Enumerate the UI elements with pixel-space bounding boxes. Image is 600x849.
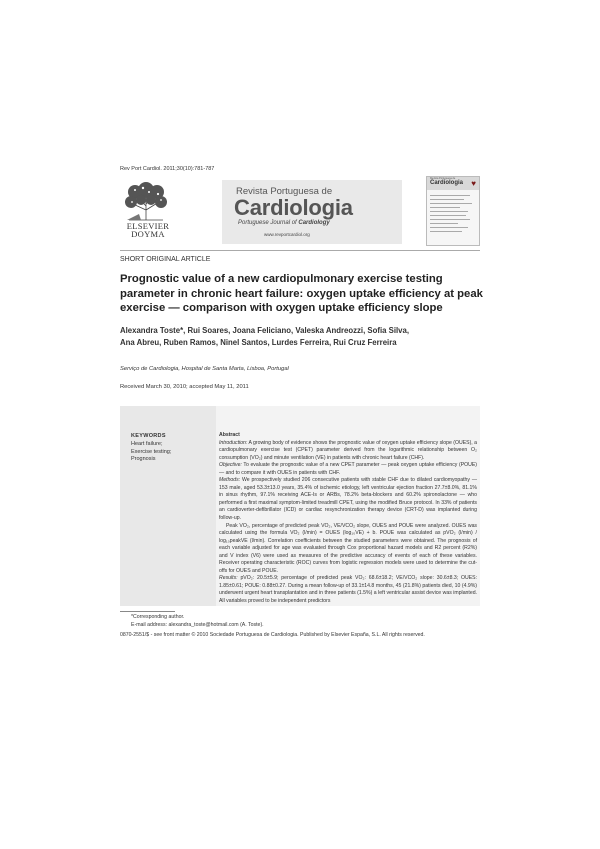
abstract-methods — [219, 477, 477, 522]
journal-name-pt: Revista Portuguesa de — [236, 186, 333, 197]
cover-text-line — [430, 219, 470, 220]
cover-text-line — [430, 231, 462, 232]
cover-text-line — [430, 195, 470, 196]
keywords-box — [120, 406, 216, 606]
keyword-item: Exercise testing; — [131, 448, 172, 455]
journal-name-en-prefix: Portuguese Journal of — [238, 220, 297, 226]
keywords-heading: KEYWORDS — [131, 433, 166, 439]
copyright-line: 0870-2551/$ - see front matter © 2010 Sociedade Portuguesa de Cardiologia. Published by Elsevier España, S.L. All rights reserved. — [120, 632, 425, 638]
methods-text: We prospectively studied 206 consecutive patients with stable CHF due to dilated cardiomyopathy — 153 male, aged 53.3±13.0 years, 35.4% of ischemic etiology, left ventricular ejection fraction 27.7±8.0%, 81.1% in sinus rhythm, 97.1% receiving ACE-Is or ARBs, 78.2% beta-blockers and 60.2% spironolactone — who performed a first maximal symptom-limited treadmill CPET, using the modified Bruce protocol. In 33% of patients an cardioverter-defibrillator (ICD) or cardiac resynchronization therapy device (CRT-D) was implanted during follow-up. — [219, 477, 477, 522]
corresponding-author-note: *Corresponding author. — [131, 614, 185, 620]
results-text: pVO₂: 20.5±5.9; percentage of predicted peak VO₂: 68.6±18.2; VE/VCO₂ slope: 30.6±8.3; OUES: 1.85±0.61; POUE: 0.88±0.27. During a mean follow-up of 33.1±14.8 months, 45 (21.8%) patients died, 10 (4.9%) underwent urgent heart transplantation and in three patients (1.5%) a left ventricular assist device was implanted. All variables proved to be independent predictors — [219, 575, 477, 605]
cover-text-line — [430, 207, 460, 208]
article-section-label: SHORT ORIGINAL ARTICLE — [120, 256, 211, 263]
intro-text: A growing body of evidence shows the prognostic value of oxygen uptake efficiency slope (OUES), a cardiopulmonary exercise test (CPET) parameter derived from the logarithmic relationship between O₂ consumption (VO₂) and minute ventilation (VE) in patients with chronic heart failure (CHF). — [219, 439, 477, 461]
publisher-name-line2: DOYMA — [131, 229, 165, 239]
authors-line-1: Alexandra Toste*, Rui Soares, Joana Feliciano, Valeska Andreozzi, Sofia Silva, — [120, 326, 410, 335]
cover-text-line — [430, 227, 468, 228]
cover-text-line — [430, 203, 472, 204]
journal-name-en — [238, 220, 330, 226]
heart-icon: ♥ — [471, 179, 476, 188]
objective-label: Objective: — [219, 462, 242, 469]
intro-label: Introduction: — [219, 439, 248, 446]
journal-name-en-bold: Cardiology — [298, 220, 330, 226]
journal-cover-thumbnail — [426, 176, 480, 246]
results-label: Results: — [219, 575, 238, 582]
author-list — [120, 325, 480, 348]
abstract-objective — [219, 462, 477, 477]
journal-citation: Rev Port Cardiol. 2011;30(10):781-787 — [120, 166, 215, 172]
footnote-divider — [120, 611, 175, 612]
abstract-paragraph-2: Peak VO₂, percentage of predicted peak VO₂, VE/VCO₂ slope, OUES and POUE were analyzed. OUES was calculated using the formula VO₂ (l/min) = OUES (log₁₀VE) + b. POUE was calculated as pVO₂ (l/min) / log₁₀peakVE (l/min). Correlation coefficients between the studied parameters were obtained. The prognosis of each variable adjusted for age was evaluated through Cox proportional hazard models and R2 percent (R2%) and V index (V6) were used as measures of the predictive accuracy of events of each of these variables. Receiver operating characteristic (ROC) curves from logistic regression models were used to determine the cut-offs for OUES and POUE. — [219, 522, 477, 574]
cover-subtitle: Revista Portuguesa de — [430, 177, 456, 180]
cover-text-line — [430, 223, 458, 224]
authors-line-2: Ana Abreu, Ruben Ramos, Ninel Santos, Lurdes Ferreira, Rui Cruz Ferreira — [120, 337, 397, 347]
journal-banner — [222, 180, 402, 244]
keywords-list — [131, 441, 171, 464]
abstract-results — [219, 575, 477, 605]
keyword-item: Heart failure; — [131, 441, 163, 447]
affiliation: Serviço de Cardiologia, Hospital de Santa Marta, Lisboa, Portugal — [120, 366, 289, 372]
journal-name-main: Cardiologia — [234, 195, 353, 220]
journal-url[interactable]: www.revportcardiol.org — [264, 232, 310, 237]
cover-text-line — [430, 211, 468, 212]
abstract-box — [216, 406, 480, 606]
header-divider — [120, 250, 480, 251]
abstract-introduction — [219, 440, 477, 463]
cover-text-line — [430, 199, 464, 200]
publisher-name — [121, 222, 175, 238]
abstract-body — [219, 432, 477, 606]
cover-text-line — [430, 215, 466, 216]
objective-text: To evaluate the prognostic value of a new CPET parameter — peak oxygen uptake efficiency (POUE) — and to compare it with OUES in patients with CHF. — [219, 462, 477, 476]
received-dates: Received March 30, 2010; accepted May 11, 2011 — [120, 384, 249, 390]
corresponding-author-email[interactable]: E-mail address: alexandra_toste@hotmail.com (A. Toste). — [131, 622, 264, 628]
publisher-name-line1: ELSEVIER — [126, 221, 170, 231]
article-title: Prognostic value of a new cardiopulmonary exercise testing parameter in chronic heart failure: oxygen uptake efficiency at peak exercise — comparison with oxygen uptake efficiency slope — [120, 273, 483, 314]
keyword-item: Prognosis — [131, 456, 156, 462]
methods-label: Methods: — [219, 477, 241, 484]
cover-title: Cardiologia — [430, 180, 464, 186]
abstract-heading: Abstract — [219, 432, 240, 438]
